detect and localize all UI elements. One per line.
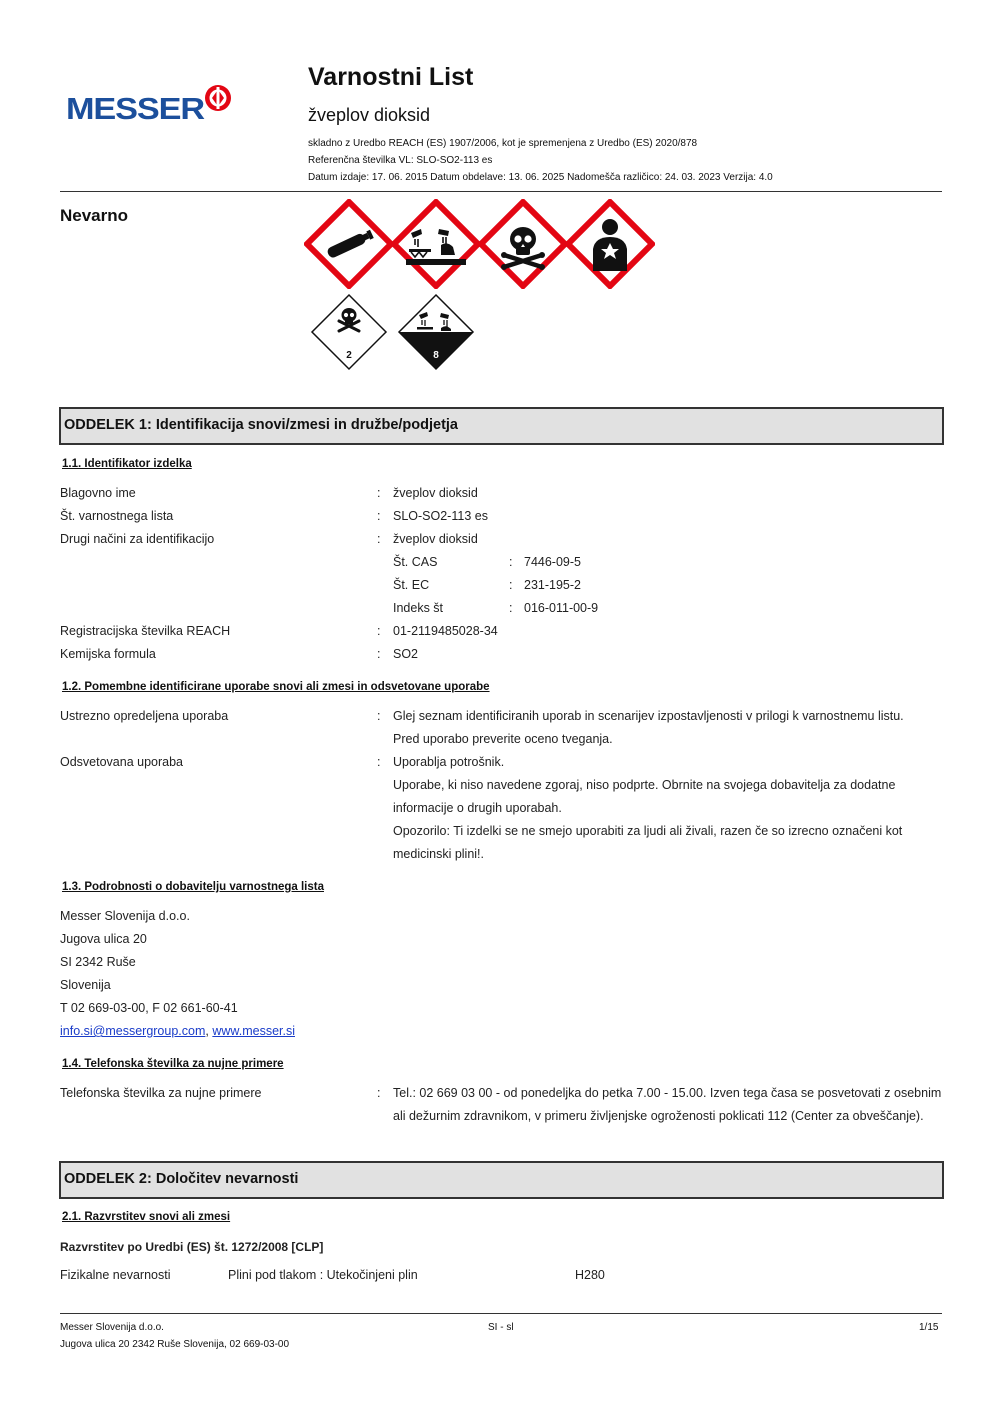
gas-cylinder-icon bbox=[304, 199, 394, 289]
subsection-1-4-title: 1.4. Telefonska številka za nujne primere bbox=[62, 1058, 284, 1070]
signal-word: Nevarno bbox=[60, 206, 129, 225]
corrosion-icon bbox=[391, 199, 481, 289]
index-value: 016-011-00-9 bbox=[524, 601, 599, 615]
cas-value: 7446-09-5 bbox=[524, 555, 581, 569]
identified-use-label: Ustrezno opredeljena uporaba bbox=[60, 709, 229, 723]
subsection-1-3-title: 1.3. Podrobnosti o dobavitelju varnostnega lista bbox=[62, 881, 324, 893]
reach-number-value: 01-2119485028-34 bbox=[393, 624, 498, 638]
advised-against-label: Odsvetovana uporaba bbox=[60, 755, 184, 769]
hazard-statement-code: H280 bbox=[575, 1268, 605, 1282]
reference-number: Referenčna številka VL: SLO-SO2-113 es bbox=[308, 155, 493, 166]
page-number: 1/15 bbox=[919, 1322, 939, 1333]
index-label: Indeks št bbox=[393, 601, 444, 615]
ec-value: 231-195-2 bbox=[524, 578, 581, 592]
messer-logo bbox=[66, 82, 236, 126]
svg-text:MESSER: MESSER bbox=[66, 91, 205, 126]
footer-divider bbox=[60, 1313, 942, 1314]
footer-address: Jugova ulica 20 2342 Ruše Slovenija, 02 669-03-00 bbox=[60, 1339, 290, 1350]
supplier-line: Slovenija bbox=[60, 978, 111, 992]
advised-against-line: medicinski plini!. bbox=[393, 847, 485, 861]
trade-name-value: žveplov dioksid bbox=[393, 486, 478, 500]
svg-text:8: 8 bbox=[433, 350, 439, 361]
header-divider bbox=[60, 191, 942, 192]
sds-number-label: Št. varnostnega lista bbox=[60, 509, 174, 523]
section-2-heading bbox=[59, 1161, 944, 1199]
email-link[interactable]: info.si@messergroup.com bbox=[60, 1024, 206, 1038]
document-dates: Datum izdaje: 17. 06. 2015 Datum obdelave: 13. 06. 2025 Nadomešča različico: 24. 03. 2023 Verzija: 4.0 bbox=[308, 172, 773, 183]
section-2-title: ODDELEK 2: Določitev nevarnosti bbox=[64, 1171, 299, 1187]
adr-toxic-gas-2-icon bbox=[304, 287, 394, 377]
footer-language: SI - sl bbox=[488, 1322, 514, 1333]
physical-hazards-label: Fizikalne nevarnosti bbox=[60, 1268, 171, 1282]
health-hazard-icon bbox=[565, 199, 655, 289]
section-1-title: ODDELEK 1: Identifikacija snovi/zmesi in družbe/podjetja bbox=[64, 417, 458, 433]
advised-against-line: Opozorilo: Ti izdelki se ne smejo uporabiti za ljudi ali živali, razen če so izrecno označeni kot bbox=[393, 824, 903, 838]
subsection-1-1-title: 1.1. Identifikator izdelka bbox=[62, 458, 192, 470]
clp-classification-title: Razvrstitev po Uredbi (ES) št. 1272/2008 [CLP] bbox=[60, 1240, 324, 1254]
identified-use-line: Pred uporabo preverite oceno tveganja. bbox=[393, 732, 613, 746]
reach-number-label: Registracijska številka REACH bbox=[60, 624, 231, 638]
advised-against-line: Uporablja potrošnik. bbox=[393, 755, 505, 769]
cas-label: Št. CAS bbox=[393, 555, 438, 569]
supplier-line: Jugova ulica 20 bbox=[60, 932, 147, 946]
supplier-line: Messer Slovenija d.o.o. bbox=[60, 909, 190, 923]
other-id-value: žveplov dioksid bbox=[393, 532, 478, 546]
supplier-line: SI 2342 Ruše bbox=[60, 955, 136, 969]
supplier-line: T 02 669-03-00, F 02 661-60-41 bbox=[60, 1001, 238, 1015]
emergency-phone-label: Telefonska številka za nujne primere bbox=[60, 1086, 262, 1100]
website-link[interactable]: www.messer.si bbox=[212, 1024, 295, 1038]
subsection-1-2-title: 1.2. Pomembne identificirane uporabe snovi ali zmesi in odsvetovane uporabe bbox=[62, 681, 490, 693]
subsection-2-1-title: 2.1. Razvrstitev snovi ali zmesi bbox=[62, 1211, 231, 1223]
other-id-label: Drugi načini za identifikacijo bbox=[60, 532, 215, 546]
document-title: Varnostni List bbox=[308, 63, 474, 91]
adr-corrosive-8-icon bbox=[391, 287, 481, 377]
svg-text:2: 2 bbox=[346, 350, 352, 361]
chemical-formula-label: Kemijska formula bbox=[60, 647, 156, 661]
hazard-class-value: Plini pod tlakom : Utekočinjeni plin bbox=[228, 1268, 418, 1282]
emergency-phone-line: Tel.: 02 669 03 00 - od ponedeljka do petka 7.00 - 15.00. Izven tega časa se posvetovati z osebnim bbox=[393, 1086, 942, 1100]
advised-against-line: Uporabe, ki niso navedene zgoraj, niso podprte. Obrnite na svojega dobavitelja za dodatne bbox=[393, 778, 896, 792]
link-separator: , bbox=[205, 1024, 213, 1038]
skull-crossbones-icon bbox=[478, 199, 568, 289]
sds-number-value: SLO-SO2-113 es bbox=[393, 509, 488, 523]
regulation-text: skladno z Uredbo REACH (ES) 1907/2006, kot je spremenjena z Uredbo (ES) 2020/878 bbox=[308, 138, 698, 149]
advised-against-line: informacije o drugih uporabah. bbox=[393, 801, 562, 815]
footer-company: Messer Slovenija d.o.o. bbox=[60, 1322, 164, 1333]
ec-label: Št. EC bbox=[393, 578, 430, 592]
trade-name-label: Blagovno ime bbox=[60, 486, 136, 500]
supplier-contact-links bbox=[60, 1024, 295, 1038]
identified-use-line: Glej seznam identificiranih uporab in scenarijev izpostavljenosti v prilogi k varnostnemu listu. bbox=[393, 709, 904, 723]
document-subtitle: žveplov dioksid bbox=[308, 105, 431, 125]
section-1-heading bbox=[59, 407, 944, 445]
chemical-formula-value: SO2 bbox=[393, 647, 419, 661]
emergency-phone-line: ali dežurnim zdravnikom, v primeru življenjske ogroženosti poklicati 112 (Center za obveščanje). bbox=[393, 1109, 924, 1123]
